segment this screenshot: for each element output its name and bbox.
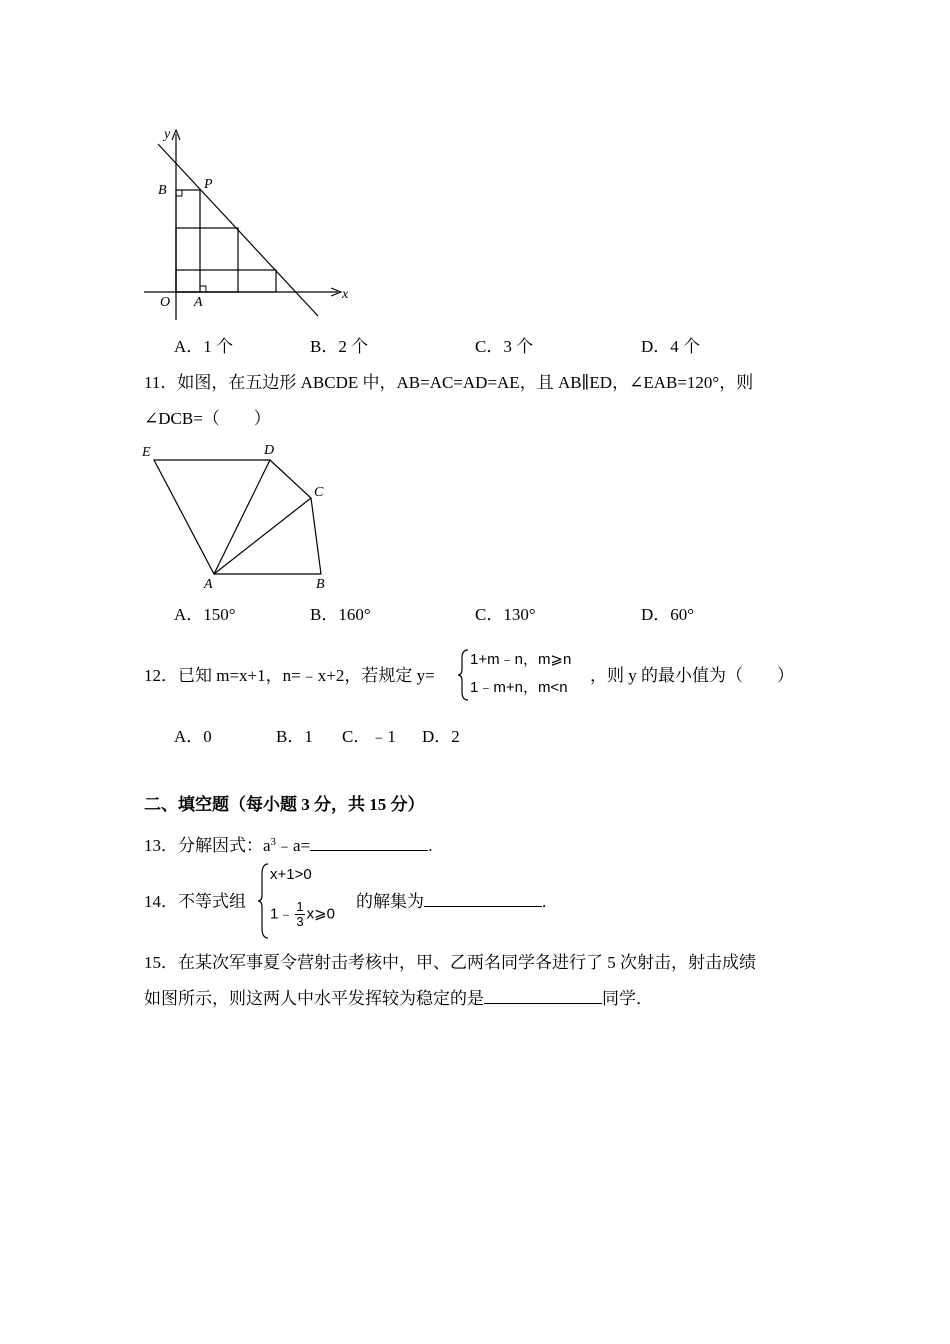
section-title: 二、填空题（每小题 3 分，共 15 分） — [144, 795, 425, 814]
q15-line2-b: 同学． — [602, 989, 653, 1008]
label-a: A — [194, 295, 203, 310]
q14-frac-num: 1 — [296, 899, 304, 914]
q14-case2-b: x⩾0 — [306, 905, 335, 923]
q14-suffix: 的解集为 — [356, 892, 424, 911]
q14-case2 — [270, 900, 335, 929]
q14-suffix-line — [356, 892, 546, 912]
q12-case2: 1﹣m+n，m<n — [470, 679, 568, 696]
q12-brace — [458, 648, 470, 702]
q12-case1: 1+m﹣n，m⩾n — [470, 651, 572, 668]
label-p: P — [204, 177, 213, 192]
q12-prefix: 12．已知 m=x+1，n=﹣x+2，若规定 y= — [144, 666, 435, 685]
q14-frac-den: 3 — [296, 914, 304, 929]
rect-mid — [176, 228, 238, 292]
q14-case2-a: 1﹣ — [270, 905, 294, 923]
label-y: y — [164, 127, 171, 142]
q15-text-line1: 15．在某次军事夏令营射击考核中，甲、乙两名同学各进行了 5 次射击，射击成绩 — [144, 953, 756, 972]
q14-prefix: 14．不等式组 — [144, 892, 246, 911]
q12-option-d: D．2 — [422, 727, 460, 746]
q13-mid: ﹣a= — [276, 836, 311, 855]
label-x: x — [342, 287, 349, 302]
rect-tall — [176, 190, 200, 292]
pentagon-figure — [138, 440, 338, 595]
pentagon-outline — [154, 460, 321, 574]
q15-answer-blank[interactable] — [484, 989, 602, 1004]
q10-option-a: A．1 个 — [174, 337, 234, 356]
segment-ac — [214, 498, 311, 574]
q12-suffix: ，则 y 的最小值为（ ） — [590, 666, 794, 685]
q14-case1: x+1>0 — [270, 866, 312, 883]
label-o: O — [160, 295, 171, 310]
q15-text-line2 — [144, 989, 653, 1009]
right-angle-mark-a — [200, 286, 206, 292]
coordinate-figure — [138, 122, 368, 322]
q11-option-a: A．150° — [174, 605, 236, 624]
right-angle-mark-b — [176, 190, 182, 196]
q13-line — [144, 832, 432, 856]
q10-option-d: D．4 个 — [641, 337, 701, 356]
q14-answer-blank[interactable] — [424, 892, 542, 907]
q11-text-line2: ∠DCB=（ ） — [144, 409, 271, 428]
q10-option-c: C．3 个 — [475, 337, 534, 356]
q11-option-d: D．60° — [641, 605, 695, 624]
q15-line2-a: 如图所示，则这两人中水平发挥较为稳定的是 — [144, 989, 484, 1008]
label-b2: B — [316, 577, 325, 592]
q14-brace — [258, 862, 270, 940]
q14-end: . — [542, 892, 547, 911]
q12-option-a: A．0 — [174, 727, 212, 746]
q12-option-c: C．﹣1 — [342, 727, 396, 746]
q13-end: . — [428, 836, 433, 855]
label-b: B — [158, 183, 167, 198]
q11-text-line1: 11．如图，在五边形 ABCDE 中，AB=AC=AD=AE，且 AB∥ED，∠EAB=120°，则 — [144, 373, 754, 392]
q13-exponent: 3 — [270, 836, 277, 848]
q11-option-b: B．160° — [310, 605, 371, 624]
rect-wide — [176, 270, 276, 292]
segment-ad — [214, 460, 270, 574]
q14-fraction — [295, 900, 304, 929]
q10-option-b: B．2 个 — [310, 337, 369, 356]
label-e: E — [142, 445, 151, 460]
label-c: C — [314, 485, 324, 500]
q12-option-b: B．1 — [276, 727, 313, 746]
q13-answer-blank[interactable] — [310, 836, 428, 851]
label-a2: A — [204, 577, 213, 592]
q11-option-c: C．130° — [475, 605, 536, 624]
q13-prefix: 13．分解因式：a — [144, 836, 271, 855]
label-d: D — [264, 443, 275, 458]
